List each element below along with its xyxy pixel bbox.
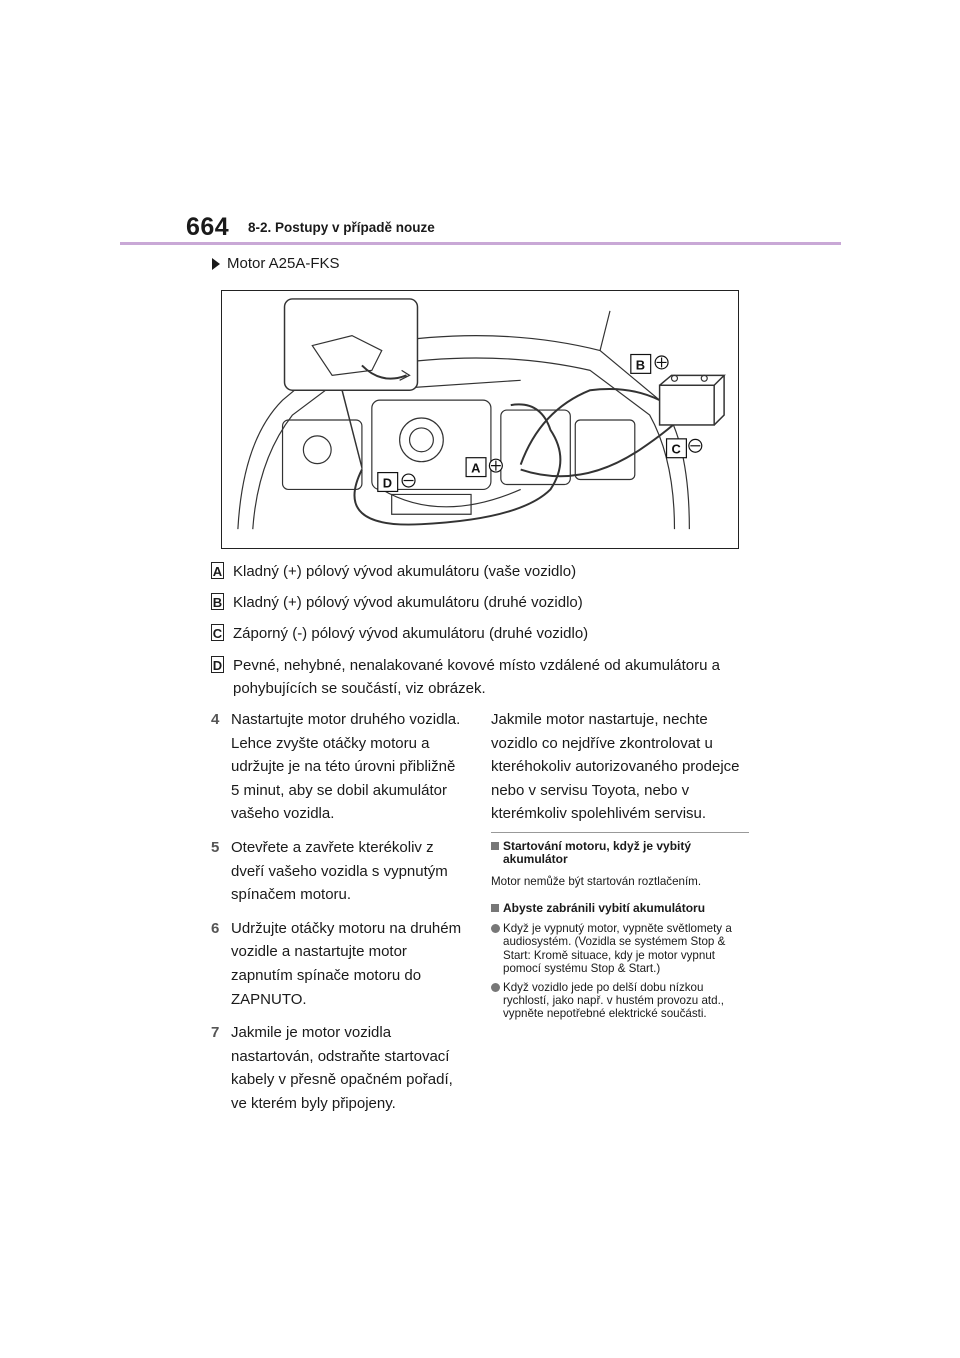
note-discharge <box>491 902 753 1021</box>
square-bullet-icon <box>491 904 499 912</box>
step-number: 4 <box>211 711 220 728</box>
circle-bullet-icon <box>491 924 500 933</box>
circle-bullet-icon <box>491 983 500 992</box>
step-number: 7 <box>211 1024 220 1042</box>
legend-key: D <box>212 658 223 673</box>
engine-heading-text: Motor A25A-FKS <box>227 255 340 272</box>
legend-text: Pevné, nehybné, nenalakované kovové místo vzdálené od akumulátoru a pohybujících se součástí, viz obrázek. <box>233 657 720 697</box>
note-text: Motor nemůže být startován roztlačením. <box>491 875 702 889</box>
page-number: 664 <box>186 213 230 241</box>
square-bullet-icon <box>491 842 499 850</box>
note-startup <box>491 840 753 889</box>
label-B: B <box>635 357 646 373</box>
step-number: 6 <box>211 919 220 937</box>
step-6 <box>211 917 466 1011</box>
note-heading-text: Abyste zabránili vybití akumulátoru <box>503 901 706 915</box>
label-D: D <box>382 475 393 491</box>
section-title: 8-2. Postupy v případě nouze <box>248 220 435 235</box>
note-bullet <box>491 981 753 1021</box>
triangle-bullet-icon <box>212 258 220 270</box>
step-text: Otevřete a zavřete kterékoliv z dveří vašeho vozidla s vypnutým spínačem motoru. <box>231 838 448 904</box>
header-rule <box>120 242 841 245</box>
note-bullet <box>491 922 753 975</box>
note-heading <box>491 840 753 866</box>
note-heading-text: Startování motoru, když je vybitý akumulátor <box>503 839 692 867</box>
step-text: Jakmile je motor vozidla nastartován, odstraňte startovací kabely v přesně opačném pořadí, ve kterém byly připojeny. <box>231 1024 453 1112</box>
step-5 <box>211 836 466 907</box>
step-7 <box>211 1021 466 1115</box>
engine-bay-illustration <box>221 290 739 549</box>
legend-text: Kladný (+) pólový vývod akumulátoru (vaše vozidlo) <box>233 563 577 580</box>
legend-text: Záporný (-) pólový vývod akumulátoru (druhé vozidlo) <box>233 625 589 642</box>
legend-key: B <box>212 595 223 610</box>
bullet-text: Když je vypnutý motor, vypněte světlomety a audiosystém. (Vozidla se systémem Stop & Start: Kromě situace, kdy je motor vypnut pomocí systému Stop & Start.) <box>503 922 732 975</box>
legend-key: A <box>212 564 223 579</box>
step-number: 5 <box>211 838 220 856</box>
label-A: A <box>471 460 481 476</box>
note-heading <box>491 902 753 915</box>
legend-key: C <box>212 626 223 641</box>
engine-heading <box>212 255 340 272</box>
label-C: C <box>671 441 681 457</box>
steps-column <box>211 708 466 1126</box>
step-text: Nastartujte motor druhého vozidla. Lehce zvyšte otáčky motoru a udržujte je na této úrovni přibližně 5 minut, aby se dobil akumulátor vašeho vozidla. <box>231 711 461 823</box>
bullet-text: Když vozidlo jede po delší dobu nízkou rychlostí, jako např. v hustém provozu atd., vypněte nepotřebné elektrické součásti. <box>503 981 725 1021</box>
step-text: Udržujte otáčky motoru na druhém vozidle a nastartujte motor zapnutím spínače motoru do ZAPNUTO. <box>231 919 462 1008</box>
after-start-paragraph: Jakmile motor nastartuje, nechte vozidlo co nejdříve zkontrolovat u kteréhokoliv autorizovaného prodejce nebo v servisu Toyota, nebo v kterémkoliv spolehlivém servisu. <box>491 711 740 823</box>
step-4 <box>211 708 466 826</box>
legend-text: Kladný (+) pólový vývod akumulátoru (druhé vozidlo) <box>233 594 583 611</box>
note-divider <box>491 832 749 833</box>
